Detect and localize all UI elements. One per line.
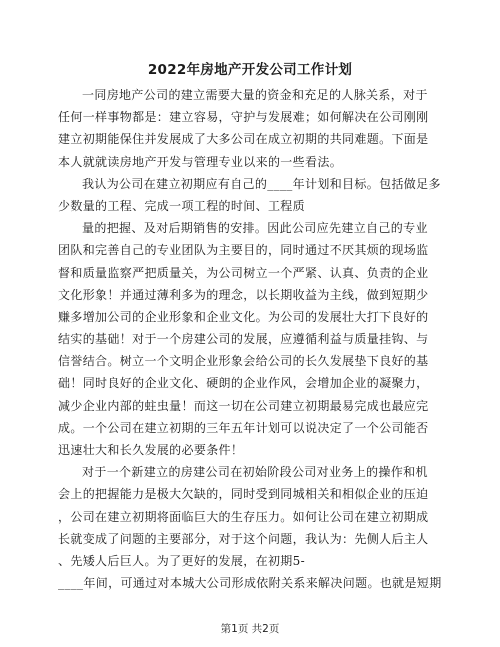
body-line-text: 、先矮人后巨人。为了更好的发展，在初期5-	[58, 553, 306, 568]
body-line-text: 一同房地产公司的建立需要大量的资金和充足的人脉关系，对于	[82, 88, 428, 102]
body-line-text: 建立初期能保住并发展成了大多公司在成立初期的共同难题。下面是	[58, 132, 429, 147]
body-line-text: 督和质量监察严把质量关，为公司树立一个严紧、认真、负责的企业	[58, 265, 429, 280]
body-line	[58, 506, 440, 528]
body-line	[58, 483, 440, 505]
body-line-text: 团队和完善自己的专业团队为主要目的，同时通过不厌其烦的现场监	[58, 243, 429, 258]
body-line	[58, 372, 440, 394]
body-line	[58, 328, 440, 350]
body-line	[58, 128, 440, 150]
document-body	[58, 84, 440, 594]
body-line	[58, 239, 440, 261]
body-line	[58, 461, 440, 483]
body-line	[58, 217, 440, 239]
body-line	[58, 350, 440, 372]
body-line-text: 信誉结合。树立一个文明企业形象会给公司的长久发展垫下良好的基	[58, 354, 429, 369]
body-line	[58, 106, 440, 128]
body-line	[58, 417, 440, 439]
body-line	[58, 195, 440, 217]
body-line	[58, 439, 440, 461]
body-line-text: 成。一个公司在建立初期的三年五年计划可以说决定了一个公司能否	[58, 420, 429, 435]
body-line	[58, 151, 440, 173]
body-line-text: 量的把握、及对后期销售的安排。因此公司应先建立自己的专业	[82, 221, 428, 236]
body-line	[58, 572, 440, 594]
body-line-text: 任何一样事物都是：建立容易，守护与发展难；如何解决在公司刚刚	[58, 110, 429, 125]
body-line-text: 文化形象！并通过薄利多为的理念，以长期收益为主线，做到短期少	[58, 287, 429, 302]
body-line-text: 长就变成了问题的主要部分，对于这个问题，我认为：先侧人后主人	[58, 531, 429, 546]
body-line-text: 对于一个新建立的房建公司在初始阶段公司对业务上的操作和机	[82, 465, 428, 480]
body-line-text: 结实的基础！对于一个房建公司的发展，应遵循利益与质量挂钩、与	[58, 332, 429, 347]
body-line-text: 础！同时良好的企业文化、硬朗的企业作风，会增加企业的凝聚力，	[58, 376, 429, 391]
body-line	[58, 306, 440, 328]
body-line-text: 迅速壮大和长久发展的必要条件！	[58, 443, 244, 457]
body-line	[58, 528, 440, 550]
document-title: 2022年房地产开发公司工作计划	[147, 62, 353, 78]
body-line-text: 本人就就读房地产开发与管理专业以来的一些看法。	[58, 154, 343, 169]
page-number-footer: 第1页 共2页	[220, 623, 280, 635]
body-line	[58, 262, 440, 284]
body-line-text: 赚多增加公司的企业形象和企业文化。为公司的发展壮大打下良好的	[58, 309, 429, 324]
body-line-text: ____年间，可通过对本城大公司形成依附关系来解决问题。也就是短期	[58, 576, 442, 591]
body-line-text: 减少企业内部的蛀虫量！而这一切在公司建立初期最易完成也最应完	[58, 398, 429, 413]
body-line-text: ，公司在建立初期将面临巨大的生存压力。如何让公司在建立初期成	[58, 509, 429, 524]
body-line	[58, 84, 440, 106]
body-line-text: 我认为公司在建立初期应有自己的____年计划和目标。包括做足多	[82, 176, 441, 191]
body-line	[58, 395, 440, 417]
body-line	[58, 284, 440, 306]
body-line-text: 少数量的工程、完成一项工程的时间、工程质	[58, 198, 306, 213]
body-line	[58, 550, 440, 572]
body-line-text: 会上的把握能力是极大欠缺的，同时受到同城相关和相似企业的压迫	[58, 487, 429, 502]
body-line	[58, 173, 440, 195]
